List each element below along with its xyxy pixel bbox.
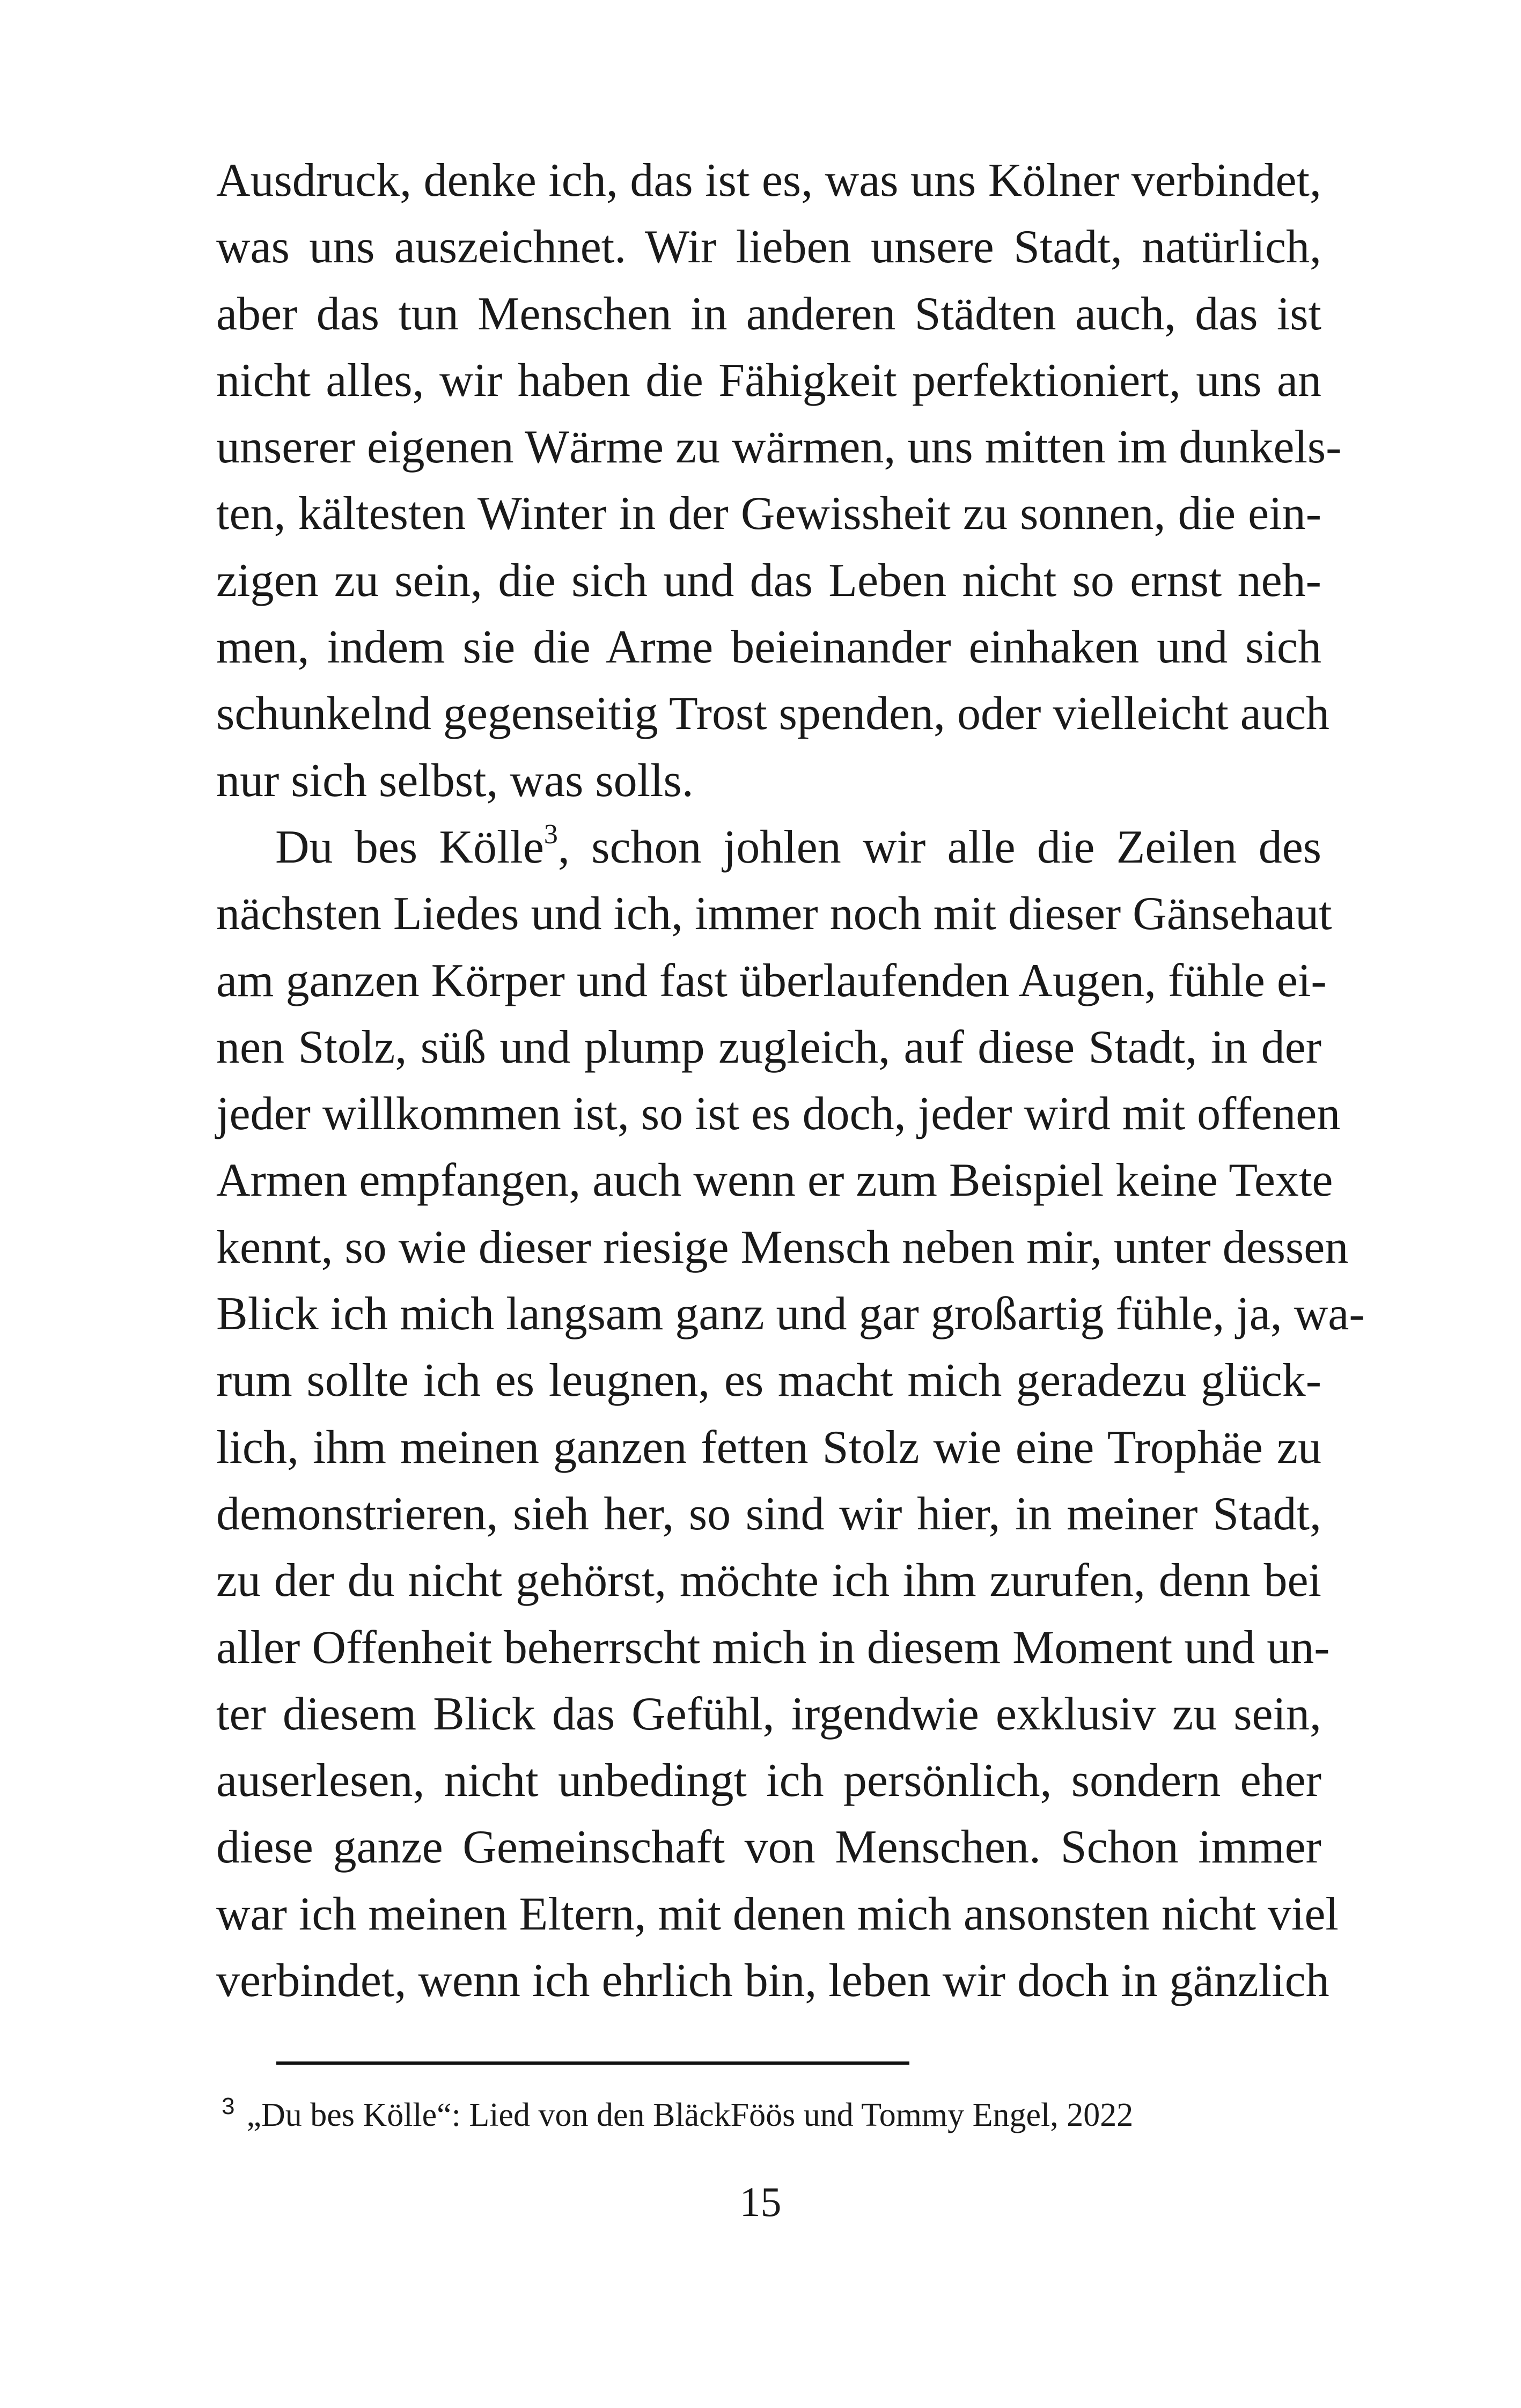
text-line: verbindet, wenn ich ehrlich bin, leben wir doch in gänzlich	[216, 1955, 1329, 2007]
text-line: zu der du nicht gehörst, möchte ich ihm zurufen, denn bei	[216, 1555, 1321, 1607]
page-number: 15	[739, 2178, 782, 2225]
text-line: zigen zu sein, die sich und das Leben nicht so ernst neh-	[216, 554, 1321, 607]
body-text	[216, 148, 1365, 2014]
footnote-divider	[276, 2061, 909, 2065]
text-line: diese ganze Gemeinschaft von Menschen. Schon immer	[216, 1821, 1321, 1874]
text-line: nen Stolz, süß und plump zugleich, auf diese Stadt, in der	[216, 1021, 1321, 1073]
text-line: men, indem sie die Arme beieinander einhaken und sich	[216, 621, 1321, 674]
footnote-text: „Du bes Kölle“: Lied von den BläckFöös und Tommy Engel, 2022	[246, 2097, 1134, 2133]
text-line: aller Offenheit beherrscht mich in diesem Moment und un-	[216, 1621, 1330, 1674]
text-run: , schon johlen wir alle die Zeilen des	[557, 821, 1321, 873]
text-line: kennt, so wie dieser riesige Mensch neben mir, unter dessen	[216, 1221, 1349, 1273]
paragraph-2	[216, 814, 1365, 2014]
text-run: Du bes Kölle	[275, 821, 544, 873]
text-line: rum sollte ich es leugnen, es macht mich geradezu glück-	[216, 1354, 1321, 1407]
text-line: nur sich selbst, was solls.	[216, 754, 694, 807]
text-line: war ich meinen Eltern, mit denen mich ansonsten nicht viel	[216, 1888, 1339, 1940]
text-line: nicht alles, wir haben die Fähigkeit perfektioniert, uns an	[216, 354, 1321, 407]
text-line: unserer eigenen Wärme zu wärmen, uns mitten im dunkels-	[216, 421, 1342, 474]
footnote-number: 3	[222, 2093, 235, 2119]
text-line: schunkelnd gegenseitig Trost spenden, oder vielleicht auch	[216, 688, 1329, 740]
text-line: Ausdruck, denke ich, das ist es, was uns Kölner verbindet,	[216, 154, 1321, 207]
text-line-first	[216, 814, 1321, 881]
text-line: nächsten Liedes und ich, immer noch mit dieser Gänsehaut	[216, 888, 1332, 940]
text-line: lich, ihm meinen ganzen fetten Stolz wie eine Trophäe zu	[216, 1421, 1321, 1474]
text-line: ter diesem Blick das Gefühl, irgendwie exklusiv zu sein,	[216, 1688, 1321, 1740]
footnote	[222, 2091, 1327, 2139]
paragraph-1	[216, 148, 1342, 814]
text-line: am ganzen Körper und fast überlaufenden Augen, fühle ei-	[216, 954, 1327, 1007]
text-line: ten, kältesten Winter in der Gewissheit zu sonnen, die ein-	[216, 488, 1321, 540]
text-line: auserlesen, nicht unbedingt ich persönlich, sondern eher	[216, 1755, 1321, 1807]
text-line: jeder willkommen ist, so ist es doch, jeder wird mit offenen	[216, 1088, 1341, 1140]
footnote-reference: 3	[543, 819, 558, 850]
text-line: Blick ich mich langsam ganz und gar großartig fühle, ja, wa-	[216, 1288, 1365, 1341]
text-line: aber das tun Menschen in anderen Städten auch, das ist	[216, 288, 1321, 340]
text-line: was uns auszeichnet. Wir lieben unsere Stadt, natürlich,	[216, 221, 1321, 274]
text-line: demonstrieren, sieh her, so sind wir hier, in meiner Stadt,	[216, 1487, 1321, 1540]
text-line: Armen empfangen, auch wenn er zum Beispiel keine Texte	[216, 1154, 1333, 1207]
